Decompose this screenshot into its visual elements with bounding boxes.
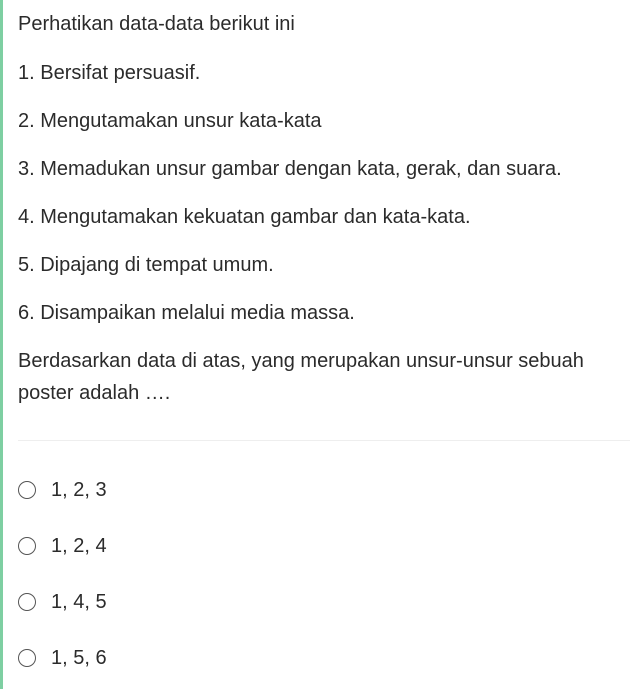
data-item-5: 5. Dipajang di tempat umum. [18,254,274,276]
answer-option-label: 1, 5, 6 [51,647,107,669]
radio-unchecked-icon[interactable] [18,649,36,667]
left-accent-bar [0,0,3,689]
radio-unchecked-icon[interactable] [18,593,36,611]
options-divider [18,440,630,441]
answer-option-label: 1, 2, 4 [51,535,107,557]
data-item-6: 6. Disampaikan melalui media massa. [18,302,355,324]
data-item-1: 1. Bersifat persuasif. [18,62,201,84]
answer-option-1[interactable] [18,475,107,505]
radio-unchecked-icon[interactable] [18,537,36,555]
question-prompt: Berdasarkan data di atas, yang merupakan unsur-unsur sebuah poster adalah …. [18,350,584,404]
question-intro: Perhatikan data-data berikut ini [18,13,295,35]
answer-option-4[interactable] [18,643,107,673]
answer-option-label: 1, 2, 3 [51,479,107,501]
answer-option-2[interactable] [18,531,107,561]
data-item-3: 3. Memadukan unsur gambar dengan kata, gerak, dan suara. [18,158,562,180]
answer-option-3[interactable] [18,587,107,617]
data-item-2: 2. Mengutamakan unsur kata-kata [18,110,322,132]
radio-unchecked-icon[interactable] [18,481,36,499]
data-item-4: 4. Mengutamakan kekuatan gambar dan kata-kata. [18,206,471,228]
answer-option-label: 1, 4, 5 [51,591,107,613]
